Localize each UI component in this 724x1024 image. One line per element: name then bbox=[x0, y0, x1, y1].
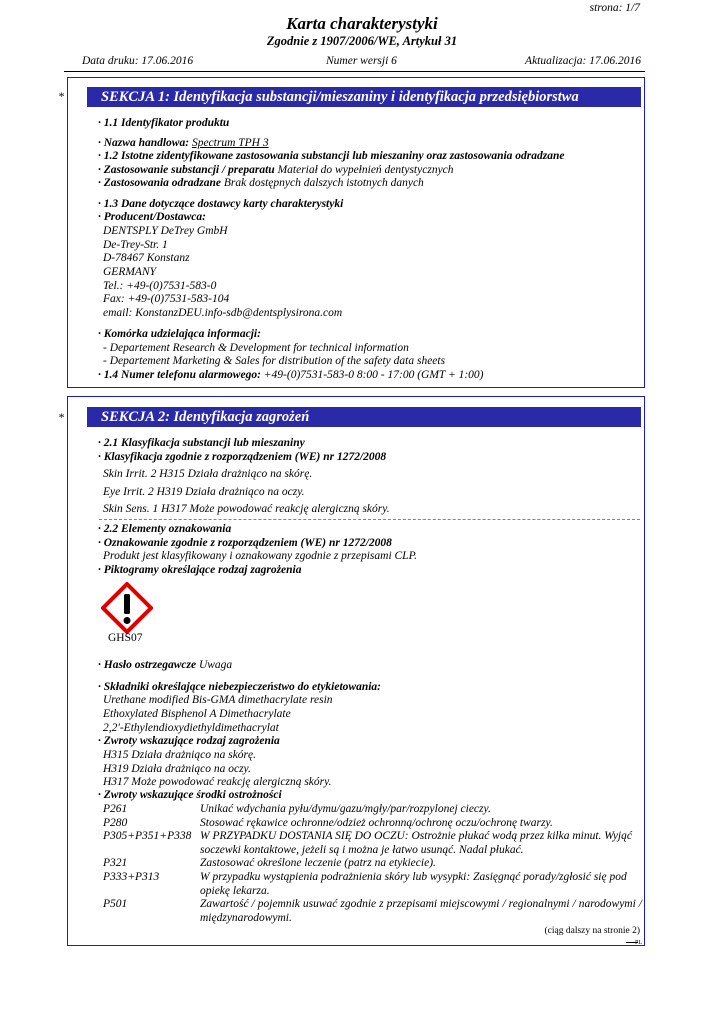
precaution-text: Zastosować określone leczenie (patrz na etykiecie). bbox=[200, 857, 436, 869]
precaution-text: W PRZYPADKU DOSTANIA SIĘ DO OCZU: Ostrożnie płukać wodą przez kilka minut. Wyjąć soczewki kontaktowe, jeżeli są i można je łatwo usunąć. Nadal płukać. bbox=[200, 830, 632, 856]
document-subtitle: Zgodnie z 1907/2006/WE, Artykuł 31 bbox=[266, 34, 458, 48]
precaution-text: Zawartość / pojemnik usuwać zgodnie z przepisami miejscowymi / regionalnymi / narodowymi / międzynarodowymi. bbox=[200, 898, 642, 924]
labelling-text: Produkt jest klasyfikowany i oznakowany zgodnie z przepisami CLP. bbox=[103, 550, 417, 562]
producer-label: · Producent/Dostawca: bbox=[98, 211, 206, 223]
classification-item: Eye Irrit. 2 H319 Działa drażniąco na oczy. bbox=[103, 486, 305, 498]
section-2-change-marker: * bbox=[58, 410, 64, 424]
version-number: Numer wersji 6 bbox=[326, 55, 397, 67]
emergency-phone-row bbox=[98, 369, 484, 383]
section-1-1-title: · 1.1 Identyfikator produktu bbox=[98, 117, 230, 129]
header-rule bbox=[64, 71, 645, 72]
update-date: Aktualizacja: 17.06.2016 bbox=[525, 55, 641, 67]
use-label: · Zastosowanie substancji / preparatu bbox=[98, 164, 275, 176]
emergency-phone-value: +49-(0)7531-583-0 8:00 - 17:00 (GMT + 1:00) bbox=[260, 369, 484, 381]
signal-word-label: · Hasło ostrzegawcze bbox=[98, 659, 197, 671]
hazard-component: Urethane modified Bis-GMA dimethacrylate resin bbox=[103, 694, 333, 706]
hazard-statement: H319 Działa drażniąco na oczy. bbox=[103, 763, 251, 775]
info-department-line: - Departement Research & Development for technical information bbox=[103, 342, 409, 354]
pictogram-code: GHS07 bbox=[108, 632, 143, 644]
email-line: email: KonstanzDEU.info-sdb@dentsplysirona.com bbox=[103, 307, 343, 319]
trade-name-row bbox=[98, 137, 269, 151]
precaution-code: P280 bbox=[103, 817, 128, 829]
classification-item: Skin Irrit. 2 H315 Działa drażniąco na skórę. bbox=[103, 468, 313, 480]
print-date: Data druku: 17.06.2016 bbox=[82, 55, 194, 67]
info-department-line: - Departement Marketing & Sales for distribution of the safety data sheets bbox=[103, 355, 446, 367]
hazard-statements-label: · Zwroty wskazujące rodzaj zagrożenia bbox=[98, 735, 280, 747]
address-line: D-78467 Konstanz bbox=[103, 252, 190, 264]
section-1-2-title: · 1.2 Istotne zidentyfikowane zastosowania substancji lub mieszaniny oraz zastosowania odradzane bbox=[98, 150, 565, 162]
precaution-code: P321 bbox=[103, 857, 128, 869]
section-1-heading: SEKCJA 1: Identyfikacja substancji/mieszaniny i identyfikacja przedsiębiorstwa bbox=[87, 87, 641, 107]
continued-note: (ciąg dalszy na stronie 2) bbox=[544, 926, 640, 936]
section-1-change-marker: * bbox=[58, 89, 64, 103]
precaution-code: P501 bbox=[103, 898, 128, 910]
info-department-label: · Komórka udzielająca informacji: bbox=[98, 328, 261, 340]
precautionary-statements-label: · Zwroty wskazujące środki ostrożności bbox=[98, 789, 282, 801]
hazard-component: Ethoxylated Bisphenol A Dimethacrylate bbox=[103, 708, 291, 720]
page-number: strona: 1/7 bbox=[589, 2, 640, 14]
trade-name-label: · Nazwa handlowa: bbox=[98, 137, 192, 149]
subsection-divider bbox=[99, 519, 640, 520]
fax-line: Fax: +49-(0)7531-583-104 bbox=[103, 293, 230, 305]
precaution-code: P305+P351+P338 bbox=[103, 830, 192, 842]
section-2-heading: SEKCJA 2: Identyfikacja zagrożeń bbox=[87, 407, 641, 427]
pictograms-label: · Piktogramy określające rodzaj zagrożenia bbox=[98, 564, 302, 576]
hazard-components-label: · Składniki określające niebezpieczeństwo do etykietowania: bbox=[98, 681, 382, 693]
phone-line: Tel.: +49-(0)7531-583-0 bbox=[103, 280, 217, 292]
precaution-code: P333+P313 bbox=[103, 871, 160, 883]
precaution-text: Unikać wdychania pyłu/dymu/gazu/mgły/par/rozpylonej cieczy. bbox=[200, 803, 491, 815]
hazard-statement: H315 Działa drażniąco na skórę. bbox=[103, 749, 257, 761]
address-line: DENTSPLY DeTrey GmbH bbox=[103, 225, 228, 237]
section-2-2-title: · 2.2 Elementy oznakowania bbox=[98, 523, 232, 535]
ghs07-exclamation-icon bbox=[101, 582, 153, 634]
section-1-3-title: · 1.3 Dane dotyczące dostawcy karty charakterystyki bbox=[98, 198, 344, 210]
signal-word-row bbox=[98, 659, 232, 673]
document-title: Karta charakterystyki bbox=[286, 14, 438, 33]
precaution-text: W przypadku wystąpienia podrażnienia skóry lub wysypki: Zasięgnąć porady/zgłosić się pod opiekę lekarza. bbox=[200, 871, 627, 897]
advised-against-value: Brak dostępnych dalszych istotnych danych bbox=[221, 177, 424, 189]
signal-word-value: Uwaga bbox=[196, 659, 233, 671]
use-value: Materiał do wypełnień dentystycznych bbox=[274, 164, 454, 176]
precaution-text: Stosować rękawice ochronne/odzież ochronną/ochronę oczu/ochronę twarzy. bbox=[200, 817, 553, 829]
hazard-statement: H317 Może powodować reakcję alergiczną skóry. bbox=[103, 776, 332, 788]
advised-against-label: · Zastosowania odradzane bbox=[98, 177, 222, 189]
classification-item: Skin Sens. 1 H317 Może powodować reakcję alergiczną skóry. bbox=[103, 503, 390, 515]
use-row bbox=[98, 164, 454, 178]
language-code: PL bbox=[634, 940, 642, 946]
precaution-code: P261 bbox=[103, 803, 128, 815]
section-2-1-title: · 2.1 Klasyfikacja substancji lub mieszaniny bbox=[98, 437, 305, 449]
address-line: GERMANY bbox=[103, 266, 157, 278]
classification-label: · Klasyfikacja zgodnie z rozporządzeniem (WE) nr 1272/2008 bbox=[98, 451, 387, 463]
emergency-phone-label: · 1.4 Numer telefonu alarmowego: bbox=[98, 369, 261, 381]
address-line: De-Trey-Str. 1 bbox=[103, 239, 168, 251]
advised-against-row bbox=[98, 177, 424, 191]
trade-name-value: Spectrum TPH 3 bbox=[191, 137, 269, 149]
hazard-component: 2,2'-Ethylendioxydiethyldimethacrylat bbox=[103, 722, 279, 734]
labelling-regulation: · Oznakowanie zgodnie z rozporządzeniem (WE) nr 1272/2008 bbox=[98, 537, 392, 549]
